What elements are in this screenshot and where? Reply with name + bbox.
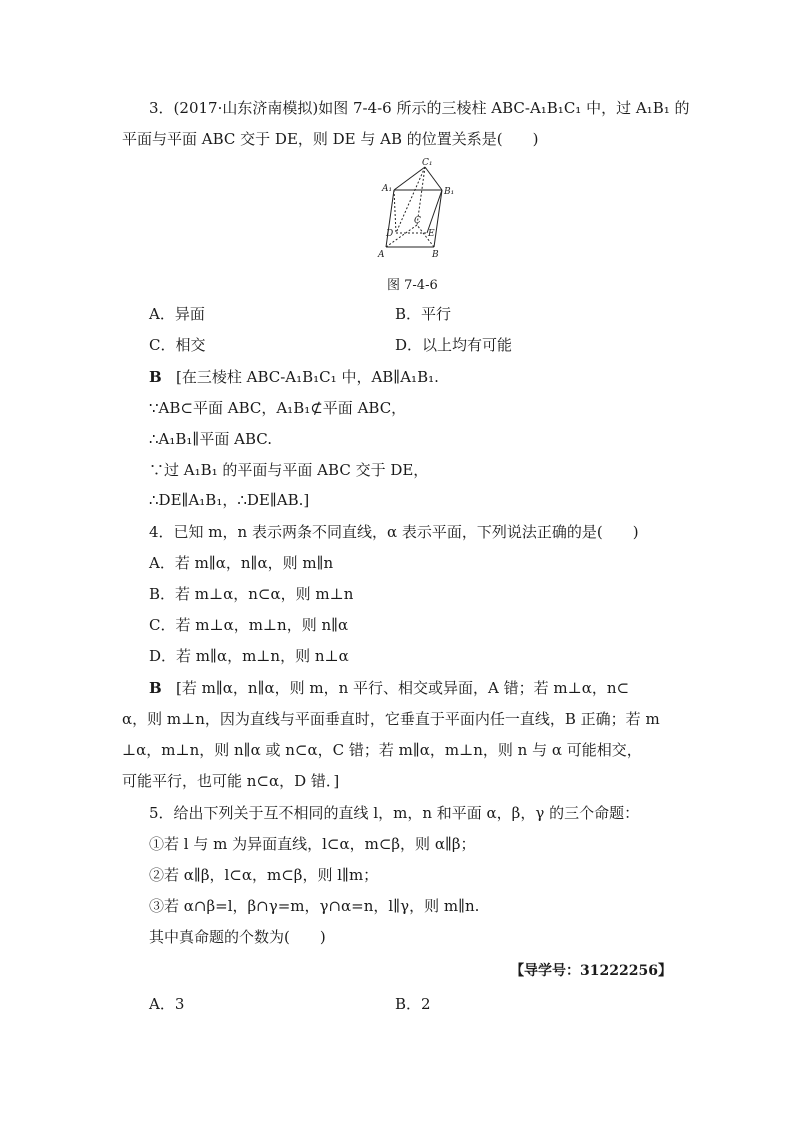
label-c1: C₁ bbox=[422, 158, 433, 168]
q3-stem-line2: 平面与平面 ABC 交于 DE，则 DE 与 AB 的位置关系是( ) bbox=[122, 130, 539, 148]
q3-answer-line1 bbox=[149, 367, 439, 387]
label-a1: A₁ bbox=[382, 184, 393, 194]
label-a: A bbox=[378, 250, 385, 260]
q3-explain-2: ∴A₁B₁∥平面 ABC. bbox=[149, 430, 272, 448]
q5-item-3: ③若 α∩β=l，β∩γ=m，γ∩α=n，l∥γ，则 m∥n. bbox=[149, 897, 480, 915]
q3-option-b: B．平行 bbox=[395, 305, 452, 323]
q3-explain-4: ∴DE∥A₁B₁，∴DE∥AB.] bbox=[149, 491, 310, 509]
q5-item-1: ①若 l 与 m 为异面直线，l⊂α，m⊂β，则 α∥β； bbox=[149, 835, 476, 853]
q3-explain-1: ∵AB⊂平面 ABC，A₁B₁⊄平面 ABC， bbox=[149, 399, 407, 417]
q4-option-c: C．若 m⊥α，m⊥n，则 n∥α bbox=[149, 616, 349, 634]
q4-explain-1: α，则 m⊥n，因为直线与平面垂直时，它垂直于平面内任一直线，B 正确；若 m bbox=[122, 710, 660, 728]
label-b: B bbox=[432, 250, 439, 260]
q5-option-b: B．2 bbox=[395, 995, 431, 1013]
label-e: E bbox=[428, 229, 435, 239]
q5-question: 其中真命题的个数为( ) bbox=[149, 928, 326, 946]
q4-explain-2: ⊥α，m⊥n，则 n∥α 或 n⊂α，C 错；若 m∥α，m⊥n，则 n 与 α 可能相交， bbox=[122, 741, 642, 759]
q3-explain-3: ∵过 A₁B₁ 的平面与平面 ABC 交于 DE， bbox=[149, 461, 429, 479]
q3-option-a: A．异面 bbox=[149, 305, 205, 323]
q3-explain-0: [在三棱柱 ABC-A₁B₁C₁ 中，AB∥A₁B₁. bbox=[176, 368, 439, 386]
q4-explain-0: [若 m∥α，n∥α，则 m，n 平行、相交或异面，A 错；若 m⊥α，n⊂ bbox=[176, 679, 630, 697]
q4-explain-3: 可能平行，也可能 n⊂α，D 错．] bbox=[122, 772, 340, 790]
q5-option-a: A．3 bbox=[149, 995, 185, 1013]
q4-option-d: D．若 m∥α，m⊥n，则 n⊥α bbox=[149, 647, 349, 665]
q5-item-2: ②若 α∥β，l⊂α，m⊂β，则 l∥m； bbox=[149, 866, 379, 884]
reference-number: 【导学号：31222256】 bbox=[510, 963, 672, 979]
q4-stem: 4．已知 m，n 表示两条不同直线，α 表示平面，下列说法正确的是( ) bbox=[149, 523, 639, 541]
q5-stem: 5．给出下列关于互不相同的直线 l，m，n 和平面 α，β，γ 的三个命题： bbox=[149, 804, 640, 822]
q4-option-a: A．若 m∥α，n∥α，则 m∥n bbox=[149, 554, 334, 572]
figure-caption: 图 7-4-6 bbox=[387, 278, 438, 293]
q4-option-b: B．若 m⊥α，n⊂α，则 m⊥n bbox=[149, 585, 354, 603]
prism-figure bbox=[372, 155, 462, 263]
q3-stem-line1: 3．(2017·山东济南模拟)如图 7-4-6 所示的三棱柱 ABC-A₁B₁C₁ 中，过 A₁B₁ 的 bbox=[149, 99, 690, 117]
q3-option-c: C．相交 bbox=[149, 336, 206, 354]
label-c: C bbox=[414, 216, 421, 226]
label-d: D bbox=[386, 229, 394, 239]
label-b1: B₁ bbox=[444, 187, 455, 197]
q3-answer: B bbox=[149, 368, 162, 386]
q3-option-d: D．以上均有可能 bbox=[395, 336, 513, 354]
q4-answer-line1 bbox=[149, 678, 629, 698]
q4-answer: B bbox=[149, 679, 162, 697]
